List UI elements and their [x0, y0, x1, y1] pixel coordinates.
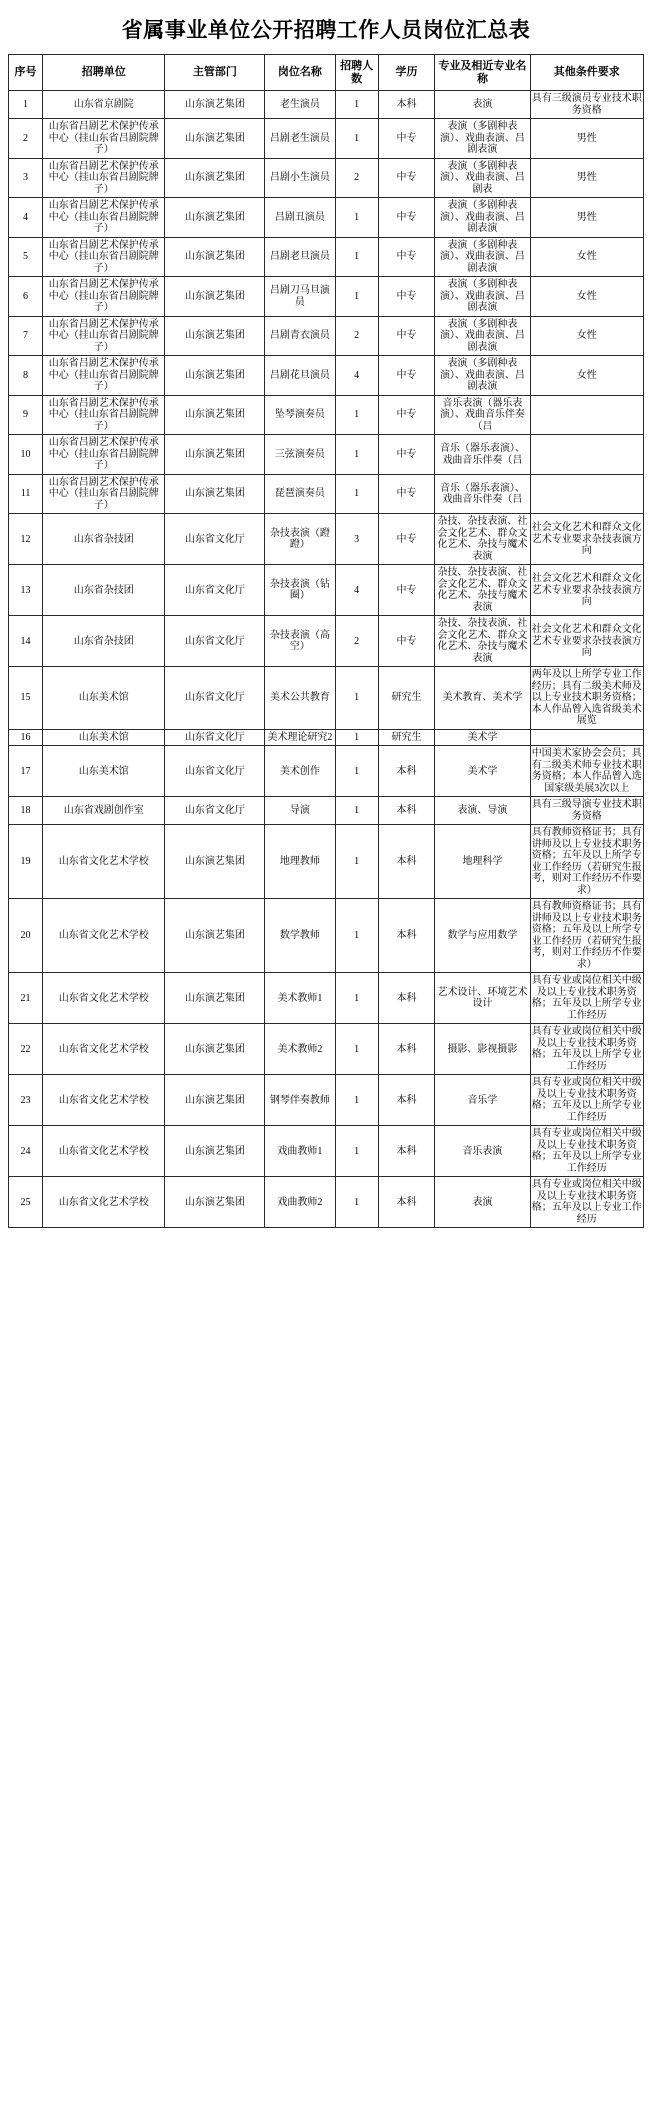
cell-department: 山东演艺集团 — [165, 825, 265, 899]
cell-position: 吕剧刀马旦演员 — [265, 277, 335, 317]
cell-unit: 山东省吕剧艺术保护传承中心（挂山东省吕剧院牌子） — [43, 356, 165, 396]
job-positions-table — [8, 54, 644, 1228]
cell-other-requirements — [530, 729, 643, 746]
cell-major: 表演（多剧种表演）、戏曲表演、吕剧表 — [435, 158, 530, 198]
cell-major: 杂技、杂技表演、社会文化艺术、群众文化艺术、杂技与魔术表演 — [435, 565, 530, 616]
cell-index: 11 — [9, 474, 43, 514]
cell-education: 中专 — [378, 395, 435, 435]
cell-department: 山东省文化厅 — [165, 746, 265, 797]
cell-headcount: 1 — [335, 119, 378, 159]
cell-unit: 山东省吕剧艺术保护传承中心（挂山东省吕剧院牌子） — [43, 474, 165, 514]
cell-department: 山东演艺集团 — [165, 1075, 265, 1126]
cell-education: 中专 — [378, 514, 435, 565]
table-row — [9, 158, 644, 198]
column-header-major: 专业及相近专业名称 — [435, 55, 530, 91]
cell-index: 23 — [9, 1075, 43, 1126]
cell-other-requirements: 两年及以上所学专业工作经历；具有二级美术师及以上专业技术职务资格；本人作品曾入选省级美术展览 — [530, 667, 643, 730]
cell-other-requirements: 男性 — [530, 158, 643, 198]
cell-position: 杂技表演（钻圈） — [265, 565, 335, 616]
cell-education: 本科 — [378, 1126, 435, 1177]
cell-position: 数学教师 — [265, 899, 335, 973]
cell-unit: 山东省吕剧艺术保护传承中心（挂山东省吕剧院牌子） — [43, 158, 165, 198]
cell-other-requirements — [530, 435, 643, 475]
cell-position: 吕剧老旦演员 — [265, 237, 335, 277]
cell-major: 艺术设计、环境艺术设计 — [435, 973, 530, 1024]
cell-other-requirements: 具有三级导演专业技术职务资格 — [530, 797, 643, 825]
cell-education: 本科 — [378, 973, 435, 1024]
cell-department: 山东演艺集团 — [165, 1126, 265, 1177]
cell-headcount: 2 — [335, 158, 378, 198]
cell-unit: 山东省文化艺术学校 — [43, 1126, 165, 1177]
cell-unit: 山东省文化艺术学校 — [43, 1024, 165, 1075]
cell-department: 山东省文化厅 — [165, 729, 265, 746]
cell-index: 6 — [9, 277, 43, 317]
cell-major: 表演（多剧种表演）、戏曲表演、吕剧表演 — [435, 316, 530, 356]
cell-education: 本科 — [378, 746, 435, 797]
cell-department: 山东省文化厅 — [165, 616, 265, 667]
cell-headcount: 1 — [335, 825, 378, 899]
cell-index: 14 — [9, 616, 43, 667]
cell-other-requirements: 女性 — [530, 237, 643, 277]
cell-major: 音乐表演 — [435, 1126, 530, 1177]
cell-department: 山东演艺集团 — [165, 1024, 265, 1075]
cell-position: 吕剧丑演员 — [265, 198, 335, 238]
cell-index: 20 — [9, 899, 43, 973]
cell-unit: 山东省吕剧艺术保护传承中心（挂山东省吕剧院牌子） — [43, 277, 165, 317]
cell-major: 表演、导演 — [435, 797, 530, 825]
cell-unit: 山东省文化艺术学校 — [43, 1177, 165, 1228]
cell-education: 研究生 — [378, 667, 435, 730]
cell-other-requirements: 社会文化艺术和群众文化艺术专业要求杂技表演方向 — [530, 514, 643, 565]
cell-position: 地理教师 — [265, 825, 335, 899]
table-row — [9, 237, 644, 277]
cell-unit: 山东省文化艺术学校 — [43, 1075, 165, 1126]
table-row — [9, 616, 644, 667]
cell-index: 8 — [9, 356, 43, 396]
cell-index: 10 — [9, 435, 43, 475]
cell-unit: 山东省文化艺术学校 — [43, 825, 165, 899]
cell-other-requirements — [530, 474, 643, 514]
cell-headcount: 1 — [335, 198, 378, 238]
cell-department: 山东演艺集团 — [165, 198, 265, 238]
cell-unit: 山东美术馆 — [43, 667, 165, 730]
cell-other-requirements: 具有三级演员专业技术职务资格 — [530, 91, 643, 119]
cell-other-requirements: 具有教师资格证书；具有讲师及以上专业技术职务资格；五年及以上所学专业工作经历（若研究生报考，则对工作经历不作要求） — [530, 825, 643, 899]
cell-unit: 山东省杂技团 — [43, 565, 165, 616]
table-row — [9, 1024, 644, 1075]
cell-other-requirements: 社会文化艺术和群众文化艺术专业要求杂技表演方向 — [530, 565, 643, 616]
cell-index: 7 — [9, 316, 43, 356]
cell-position: 美术创作 — [265, 746, 335, 797]
cell-position: 杂技表演（蹬蹬） — [265, 514, 335, 565]
cell-education: 研究生 — [378, 729, 435, 746]
cell-education: 中专 — [378, 119, 435, 159]
column-header-education: 学历 — [378, 55, 435, 91]
cell-department: 山东演艺集团 — [165, 277, 265, 317]
cell-position: 三弦演奏员 — [265, 435, 335, 475]
cell-education: 中专 — [378, 237, 435, 277]
table-row — [9, 277, 644, 317]
cell-index: 22 — [9, 1024, 43, 1075]
cell-headcount: 1 — [335, 435, 378, 475]
column-header-headcount: 招聘人数 — [335, 55, 378, 91]
cell-headcount: 1 — [335, 667, 378, 730]
cell-position: 杂技表演（高空） — [265, 616, 335, 667]
cell-education: 中专 — [378, 435, 435, 475]
cell-other-requirements: 具有专业或岗位相关中级及以上专业技术职务资格；五年及以上专业工作经历 — [530, 1177, 643, 1228]
cell-major: 表演（多剧种表演）、戏曲表演、吕剧表演 — [435, 198, 530, 238]
table-row — [9, 746, 644, 797]
cell-position: 戏曲教师1 — [265, 1126, 335, 1177]
cell-index: 21 — [9, 973, 43, 1024]
table-row — [9, 973, 644, 1024]
cell-unit: 山东省吕剧艺术保护传承中心（挂山东省吕剧院牌子） — [43, 435, 165, 475]
cell-education: 中专 — [378, 474, 435, 514]
column-header-unit: 招聘单位 — [43, 55, 165, 91]
cell-other-requirements: 女性 — [530, 356, 643, 396]
cell-department: 山东演艺集团 — [165, 91, 265, 119]
cell-headcount: 1 — [335, 395, 378, 435]
cell-major: 美术教育、美术学 — [435, 667, 530, 730]
cell-index: 4 — [9, 198, 43, 238]
cell-position: 琵琶演奏员 — [265, 474, 335, 514]
cell-major: 表演 — [435, 91, 530, 119]
cell-headcount: 1 — [335, 1075, 378, 1126]
cell-headcount: 1 — [335, 277, 378, 317]
cell-department: 山东演艺集团 — [165, 1177, 265, 1228]
cell-headcount: 1 — [335, 474, 378, 514]
cell-department: 山东演艺集团 — [165, 316, 265, 356]
cell-education: 中专 — [378, 356, 435, 396]
cell-headcount: 1 — [335, 1126, 378, 1177]
cell-other-requirements: 具有专业或岗位相关中级及以上专业技术职务资格；五年及以上所学专业工作经历 — [530, 1075, 643, 1126]
cell-education: 中专 — [378, 198, 435, 238]
cell-unit: 山东省吕剧艺术保护传承中心（挂山东省吕剧院牌子） — [43, 395, 165, 435]
cell-education: 本科 — [378, 1075, 435, 1126]
table-row — [9, 198, 644, 238]
cell-education: 本科 — [378, 797, 435, 825]
column-header-other-requirements: 其他条件要求 — [530, 55, 643, 91]
cell-headcount: 1 — [335, 729, 378, 746]
cell-major: 表演（多剧种表演）、戏曲表演、吕剧表演 — [435, 277, 530, 317]
cell-major: 音乐（器乐表演）、戏曲音乐伴奏（吕 — [435, 474, 530, 514]
cell-position: 吕剧花旦演员 — [265, 356, 335, 396]
table-row — [9, 435, 644, 475]
cell-unit: 山东省杂技团 — [43, 514, 165, 565]
table-row — [9, 514, 644, 565]
cell-headcount: 1 — [335, 973, 378, 1024]
cell-other-requirements: 具有教师资格证书；具有讲师及以上专业技术职务资格；五年及以上所学专业工作经历（若研究生报考，则对工作经历不作要求） — [530, 899, 643, 973]
cell-headcount: 1 — [335, 91, 378, 119]
cell-headcount: 1 — [335, 237, 378, 277]
cell-unit: 山东省文化艺术学校 — [43, 973, 165, 1024]
table-row — [9, 356, 644, 396]
cell-education: 中专 — [378, 616, 435, 667]
cell-department: 山东省文化厅 — [165, 667, 265, 730]
cell-headcount: 1 — [335, 899, 378, 973]
cell-headcount: 3 — [335, 514, 378, 565]
cell-index: 12 — [9, 514, 43, 565]
cell-major: 美术学 — [435, 746, 530, 797]
cell-headcount: 2 — [335, 616, 378, 667]
cell-major: 表演 — [435, 1177, 530, 1228]
table-row — [9, 474, 644, 514]
cell-headcount: 4 — [335, 565, 378, 616]
table-row — [9, 565, 644, 616]
cell-position: 坠琴演奏员 — [265, 395, 335, 435]
cell-other-requirements: 具有专业或岗位相关中级及以上专业技术职务资格；五年及以上所学专业工作经历 — [530, 1024, 643, 1075]
cell-major: 美术学 — [435, 729, 530, 746]
table-row — [9, 899, 644, 973]
cell-index: 18 — [9, 797, 43, 825]
cell-education: 本科 — [378, 91, 435, 119]
cell-department: 山东演艺集团 — [165, 395, 265, 435]
cell-position: 吕剧老生演员 — [265, 119, 335, 159]
cell-unit: 山东省吕剧艺术保护传承中心（挂山东省吕剧院牌子） — [43, 198, 165, 238]
cell-headcount: 1 — [335, 797, 378, 825]
cell-other-requirements: 男性 — [530, 198, 643, 238]
cell-position: 美术教师1 — [265, 973, 335, 1024]
cell-position: 美术公共教育 — [265, 667, 335, 730]
cell-other-requirements: 社会文化艺术和群众文化艺术专业要求杂技表演方向 — [530, 616, 643, 667]
cell-unit: 山东美术馆 — [43, 729, 165, 746]
cell-education: 中专 — [378, 316, 435, 356]
cell-department: 山东演艺集团 — [165, 119, 265, 159]
cell-index: 24 — [9, 1126, 43, 1177]
cell-major: 摄影、影视摄影 — [435, 1024, 530, 1075]
table-row — [9, 825, 644, 899]
cell-department: 山东演艺集团 — [165, 899, 265, 973]
cell-position: 戏曲教师2 — [265, 1177, 335, 1228]
cell-education: 中专 — [378, 565, 435, 616]
cell-major: 数学与应用数学 — [435, 899, 530, 973]
cell-education: 本科 — [378, 825, 435, 899]
cell-major: 杂技、杂技表演、社会文化艺术、群众文化艺术、杂技与魔术表演 — [435, 514, 530, 565]
cell-department: 山东演艺集团 — [165, 973, 265, 1024]
cell-index: 17 — [9, 746, 43, 797]
cell-education: 本科 — [378, 1024, 435, 1075]
cell-education: 本科 — [378, 899, 435, 973]
cell-department: 山东演艺集团 — [165, 237, 265, 277]
cell-other-requirements: 具有专业或岗位相关中级及以上专业技术职务资格；五年及以上所学专业工作经历 — [530, 973, 643, 1024]
table-row — [9, 729, 644, 746]
cell-index: 15 — [9, 667, 43, 730]
cell-index: 1 — [9, 91, 43, 119]
cell-major: 音乐表演（器乐表演）、戏曲音乐伴奏（吕 — [435, 395, 530, 435]
table-row — [9, 1177, 644, 1228]
cell-major: 表演（多剧种表演）、戏曲表演、吕剧表演 — [435, 237, 530, 277]
table-row — [9, 1075, 644, 1126]
cell-major: 音乐学 — [435, 1075, 530, 1126]
cell-headcount: 1 — [335, 1024, 378, 1075]
cell-department: 山东省文化厅 — [165, 514, 265, 565]
table-row — [9, 316, 644, 356]
cell-index: 3 — [9, 158, 43, 198]
cell-position: 老生演员 — [265, 91, 335, 119]
cell-unit: 山东省吕剧艺术保护传承中心（挂山东省吕剧院牌子） — [43, 119, 165, 159]
cell-index: 16 — [9, 729, 43, 746]
column-header-index: 序号 — [9, 55, 43, 91]
cell-index: 5 — [9, 237, 43, 277]
cell-department: 山东演艺集团 — [165, 356, 265, 396]
cell-position: 吕剧小生演员 — [265, 158, 335, 198]
cell-other-requirements: 女性 — [530, 316, 643, 356]
cell-department: 山东演艺集团 — [165, 474, 265, 514]
cell-headcount: 1 — [335, 1177, 378, 1228]
cell-education: 中专 — [378, 277, 435, 317]
cell-education: 本科 — [378, 1177, 435, 1228]
cell-position: 美术理论研究2 — [265, 729, 335, 746]
cell-unit: 山东省杂技团 — [43, 616, 165, 667]
cell-major: 地理科学 — [435, 825, 530, 899]
cell-position: 吕剧青衣演员 — [265, 316, 335, 356]
table-header-row — [9, 55, 644, 91]
cell-headcount: 2 — [335, 316, 378, 356]
cell-other-requirements — [530, 395, 643, 435]
table-row — [9, 119, 644, 159]
cell-unit: 山东省吕剧艺术保护传承中心（挂山东省吕剧院牌子） — [43, 316, 165, 356]
page-title: 省属事业单位公开招聘工作人员岗位汇总表 — [121, 19, 531, 42]
cell-position: 导演 — [265, 797, 335, 825]
cell-unit: 山东省吕剧艺术保护传承中心（挂山东省吕剧院牌子） — [43, 237, 165, 277]
cell-education: 中专 — [378, 158, 435, 198]
cell-headcount: 4 — [335, 356, 378, 396]
cell-major: 表演（多剧种表演）、戏曲表演、吕剧表演 — [435, 119, 530, 159]
cell-other-requirements: 具有专业或岗位相关中级及以上专业技术职务资格；五年及以上所学专业工作经历 — [530, 1126, 643, 1177]
cell-department: 山东演艺集团 — [165, 435, 265, 475]
cell-index: 25 — [9, 1177, 43, 1228]
cell-department: 山东演艺集团 — [165, 158, 265, 198]
cell-position: 钢琴伴奏教师 — [265, 1075, 335, 1126]
cell-department: 山东省文化厅 — [165, 797, 265, 825]
cell-other-requirements: 男性 — [530, 119, 643, 159]
table-body — [9, 91, 644, 1228]
cell-major: 表演（多剧种表演）、戏曲表演、吕剧表演 — [435, 356, 530, 396]
column-header-department: 主管部门 — [165, 55, 265, 91]
cell-other-requirements: 中国美术家协会会员；具有二级美术师专业技术职务资格；本人作品曾入选国家级美展3次以上 — [530, 746, 643, 797]
cell-index: 9 — [9, 395, 43, 435]
cell-other-requirements: 女性 — [530, 277, 643, 317]
column-header-position: 岗位名称 — [265, 55, 335, 91]
cell-index: 2 — [9, 119, 43, 159]
cell-department: 山东省文化厅 — [165, 565, 265, 616]
cell-unit: 山东美术馆 — [43, 746, 165, 797]
table-row — [9, 91, 644, 119]
cell-major: 杂技、杂技表演、社会文化艺术、群众文化艺术、杂技与魔术表演 — [435, 616, 530, 667]
cell-index: 13 — [9, 565, 43, 616]
cell-unit: 山东省文化艺术学校 — [43, 899, 165, 973]
cell-position: 美术教师2 — [265, 1024, 335, 1075]
table-row — [9, 1126, 644, 1177]
table-row — [9, 667, 644, 730]
cell-index: 19 — [9, 825, 43, 899]
cell-unit: 山东省戏剧创作室 — [43, 797, 165, 825]
table-row — [9, 395, 644, 435]
cell-unit: 山东省京剧院 — [43, 91, 165, 119]
cell-headcount: 1 — [335, 746, 378, 797]
table-row — [9, 797, 644, 825]
cell-major: 音乐（器乐表演）、戏曲音乐伴奏（吕 — [435, 435, 530, 475]
